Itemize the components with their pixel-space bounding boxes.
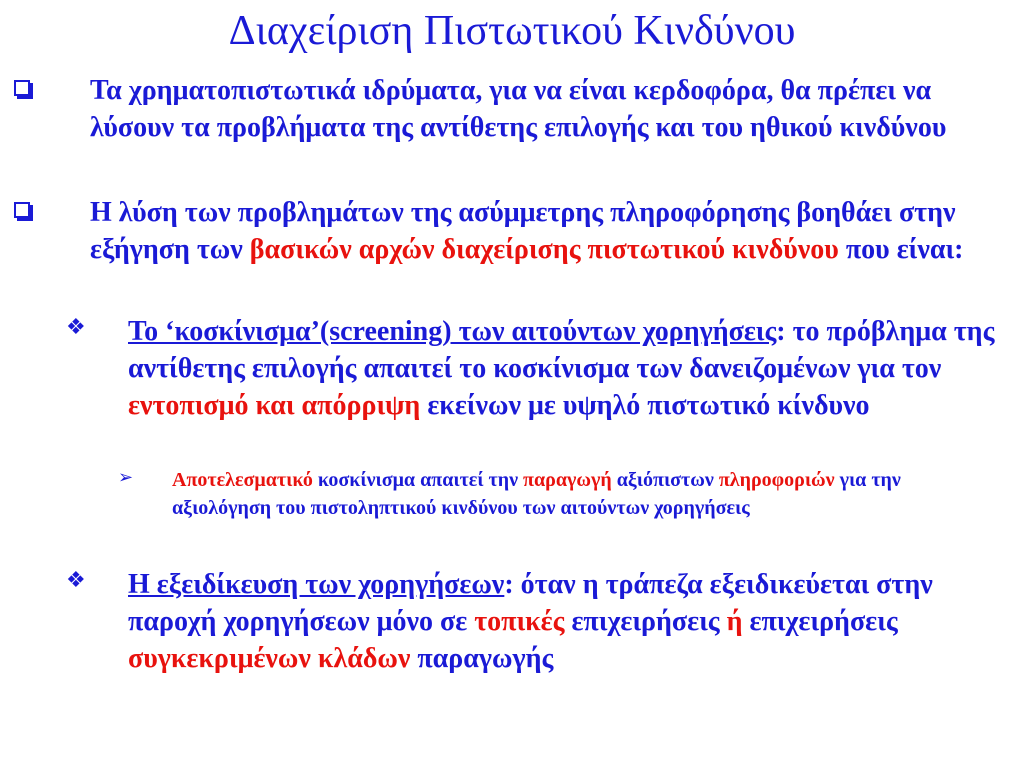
slide-title: Διαχείριση Πιστωτικού Κινδύνου [228, 8, 796, 54]
highlight-text: παραγωγή [523, 469, 612, 491]
highlight-text: συγκεκριμένων κλάδων [128, 643, 411, 674]
sub-bullet-text-2: Η εξειδίκευση των χορηγήσεων: όταν η τράπεζα εξειδικεύεται στην παροχή χορηγήσεων μόνο σε τοπικές επιχειρήσεις ή επιχειρήσεις συγκεκριμένων κλάδων παραγωγής [128, 569, 933, 674]
four-diamond-bullet-icon: ❖ [66, 568, 86, 593]
highlight-text: Αποτελεσματικό [172, 469, 313, 491]
underlined-term: Το ‘κοσκίνισμα’(screening) των αιτούντων χορηγήσεις [128, 316, 777, 347]
hollow-square-bullet-icon [14, 80, 30, 96]
four-diamond-bullet-icon: ❖ [66, 315, 86, 340]
sub-bullet-text-1: Το ‘κοσκίνισμα’(screening) των αιτούντων χορηγήσεις: το πρόβλημα της αντίθετης επιλογής απαιτεί το κοσκίνισμα των δανειζομένων για τον εντοπισμό και απόρριψη εκείνων με υψηλό πιστωτικό κίνδυνο [128, 316, 995, 421]
arrowhead-bullet-icon: ➢ [118, 467, 134, 488]
hollow-square-bullet-icon [14, 202, 30, 218]
bullet-text-1: Τα χρηματοπιστωτικά ιδρύματα, για να είναι κερδοφόρα, θα πρέπει να λύσουν τα προβλήματα της αντίθετης επιλογής και του ηθικού κινδύνου [90, 75, 947, 143]
highlight-text: ή [726, 606, 743, 637]
highlight-text: πληροφοριών [718, 469, 835, 491]
underlined-term: Η εξειδίκευση των χορηγήσεων [128, 569, 505, 600]
bullet-text-2: Η λύση των προβλημάτων της ασύμμετρης πληροφόρησης βοηθάει στην εξήγηση των βασικών αρχών διαχείρισης πιστωτικού κινδύνου που είναι: [90, 197, 964, 265]
highlight-text: τοπικές [474, 606, 565, 637]
highlight-text: εντοπισμό και απόρριψη [128, 390, 421, 421]
highlight-text: βασικών αρχών διαχείρισης πιστωτικού κινδύνου [249, 234, 839, 265]
sub-sub-bullet-text-1: Αποτελεσματικό κοσκίνισμα απαιτεί την παραγωγή αξιόπιστων πληροφοριών για την αξιολόγηση του πιστοληπτικού κινδύνου των αιτούντων χορηγήσεις [172, 469, 901, 519]
